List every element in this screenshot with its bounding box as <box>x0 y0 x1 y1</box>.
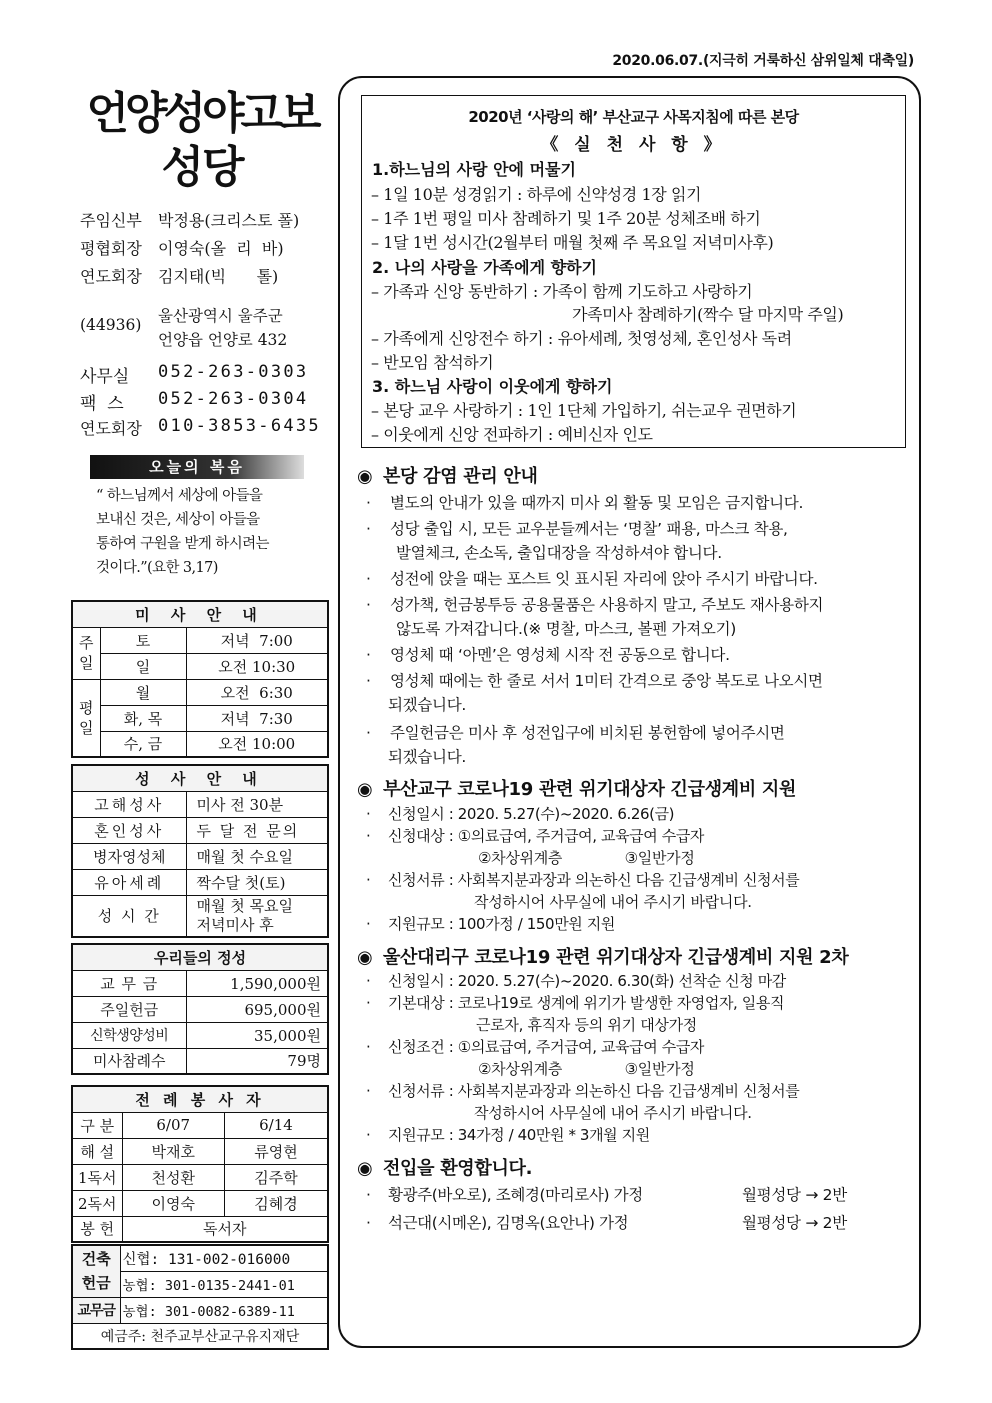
contact-value: 010-3853-6435 <box>158 416 321 436</box>
practice-item: – 이웃에게 신앙 전파하기 : 예비신자 인도 <box>371 425 653 444</box>
contact-value: 052-263-0304 <box>158 389 309 409</box>
contact-row <box>80 389 324 414</box>
list-item: · 주일헌금은 미사 후 성전입구에 비치된 봉헌함에 넣어주시면 <box>366 724 785 742</box>
ministry-person: 류영현 <box>224 1138 328 1164</box>
list-item: · 성당 출입 시, 모든 교우분들께서는 ‘명찰’ 패용, 마스크 착용, <box>366 520 788 538</box>
mass-time: 오전 6:30 <box>186 679 328 705</box>
bulletin-date: 2020.06.07.(지극히 거룩하신 삼위일체 대축일) <box>612 53 914 69</box>
sacrament-info: 저녁미사 후 <box>196 915 274 934</box>
practice-item: – 가족과 신앙 동반하기 : 가족이 함께 기도하고 사랑하기 <box>371 282 753 301</box>
contact-row <box>80 362 324 387</box>
mass-group-label: 주일 <box>72 627 100 679</box>
practice-item: – 1달 1번 성시간(2월부터 매월 첫째 주 목요일 저녁미사후) <box>371 233 774 252</box>
ministry-header: 구 분 <box>72 1112 122 1138</box>
bullet-circle-icon: ◉ <box>357 1158 373 1179</box>
list-item-cont: 근로자, 휴직자 등의 위기 대상가정 <box>476 1016 698 1034</box>
ministry-person: 김주학 <box>224 1164 328 1190</box>
parish-name: 언양성야고보 <box>86 88 318 139</box>
list-item: · 별도의 안내가 있을 때까지 미사 외 활동 및 모임은 금지합니다. <box>366 494 804 512</box>
list-item-cont: 작성하시어 사무실에 내어 주시기 바랍니다. <box>474 1104 752 1122</box>
staff-row <box>80 236 324 259</box>
ministry-role: 1독서 <box>72 1164 122 1190</box>
mass-group-label: 평일 <box>72 679 100 757</box>
offering-amount: 695,000원 <box>186 996 328 1022</box>
offering-table <box>71 943 329 1075</box>
staff-row <box>80 264 324 287</box>
section-ulsan-support <box>357 943 848 969</box>
sacrament-name: 병자영성체 <box>72 843 186 869</box>
contact-label: 연도회장 <box>80 419 142 438</box>
practice-item: 가족미사 참례하기(짝수 달 마지막 주일) <box>572 305 844 324</box>
offering-amount: 1,590,000원 <box>186 970 328 996</box>
account-number: 농협: 301-0082-6389-11 <box>120 1297 328 1323</box>
list-item: · 신청대상 : ①의료급여, 주거급여, 교육급여 수급자 <box>366 827 705 845</box>
list-item: · 신청조건 : ①의료급여, 주거급여, 교육급여 수급자 <box>366 1038 705 1056</box>
sacrament-name: 성 시 간 <box>72 895 186 937</box>
liturgy-ministers-table <box>71 1085 329 1243</box>
gospel-line: 통하여 구원을 받게 하시려는 <box>96 536 269 552</box>
mass-day: 화, 목 <box>100 705 186 731</box>
sacrament-name: 혼인성사 <box>72 817 186 843</box>
list-item-cont: ②차상위계층 ③일반가정 <box>478 1060 695 1078</box>
gospel-line: “ 하느님께서 세상에 아들을 <box>96 488 263 504</box>
list-item: · 기본대상 : 코로나19로 생계에 위기가 발생한 자영업자, 일용직 <box>366 994 785 1012</box>
ministry-role: 해 설 <box>72 1138 122 1164</box>
sacrament-info: 매월 첫 수요일 <box>186 843 328 869</box>
parish-name-suffix: 성당 <box>161 142 243 193</box>
building-fund-label: 건축헌금 <box>72 1245 120 1297</box>
mass-day: 수, 금 <box>100 731 186 757</box>
offering-amount: 35,000원 <box>186 1022 328 1048</box>
practice-section-head: 3. 하느님 사랑이 이웃에게 향하기 <box>372 377 613 396</box>
sacrament-table <box>71 764 329 938</box>
list-item-cont: 작성하시어 사무실에 내어 주시기 바랍니다. <box>474 893 752 911</box>
practice-item: – 본당 교우 사랑하기 : 1인 1단체 가입하기, 쉬는교우 권면하기 <box>371 401 797 420</box>
list-item-cont: 않도록 가져갑니다.(※ 명찰, 마스크, 볼펜 가져오기) <box>396 620 736 638</box>
practice-item: – 반모임 참석하기 <box>371 353 494 372</box>
list-item: · 신청서류 : 사회복지분과장과 의논하신 다음 긴급생계비 신청서를 <box>366 1082 800 1100</box>
section-welcome <box>357 1154 532 1180</box>
sacrament-name: 유아세례 <box>72 869 186 895</box>
bullet-circle-icon: ◉ <box>357 947 373 968</box>
practice-item: – 가족에게 신앙전수 하기 : 유아세례, 첫영성체, 혼인성사 독려 <box>371 329 792 348</box>
staff-row <box>80 208 324 231</box>
practice-section-head: 1.하느님의 사랑 안에 머물기 <box>372 160 576 179</box>
contact-label: 팩 스 <box>80 394 124 414</box>
staff-name: 이영숙(올 리 바) <box>158 239 284 258</box>
address-zip: (44936) <box>80 316 142 334</box>
mass-day: 토 <box>100 627 186 653</box>
ministry-role: 2독서 <box>72 1190 122 1216</box>
section-heading: 본당 감염 관리 안내 <box>382 466 538 487</box>
bank-accounts-table <box>71 1244 329 1350</box>
address-block <box>80 304 324 352</box>
sacrament-info: 두 달 전 문의 <box>186 817 328 843</box>
staff-role: 주임신부 <box>80 211 142 230</box>
practice-item: – 1주 1번 평일 미사 참례하기 및 1주 20분 성체조배 하기 <box>371 209 761 228</box>
mass-time: 저녁 7:00 <box>186 627 328 653</box>
account-holder: 예금주: 천주교부산교구유지재단 <box>72 1323 328 1349</box>
offering-name: 미사참례수 <box>72 1048 186 1074</box>
mass-day: 일 <box>100 653 186 679</box>
tithe-label: 교무금 <box>72 1297 120 1323</box>
gospel-text <box>96 484 306 580</box>
practice-subtitle: 《 실 천 사 항 》 <box>541 135 726 155</box>
contact-row <box>80 416 324 439</box>
list-item-move: 월평성당 → 2반 <box>742 1214 847 1232</box>
list-item-move: 월평성당 → 2반 <box>742 1186 847 1204</box>
section-heading: 울산대리구 코로나19 관련 위기대상자 긴급생계비 지원 2차 <box>382 947 849 968</box>
list-item-cont: 되겠습니다. <box>388 696 466 714</box>
sacrament-info: 짝수달 첫(토) <box>186 869 328 895</box>
ministry-header: 6/07 <box>122 1112 224 1138</box>
list-item-cont: 되겠습니다. <box>388 748 466 766</box>
offering-name: 교 무 금 <box>72 970 186 996</box>
ministry-person: 천성환 <box>122 1164 224 1190</box>
address-line: 언양읍 언양로 432 <box>158 331 288 349</box>
gospel-line: 것이다.”(요한 3,17) <box>96 560 218 576</box>
list-item: · 영성체 때 ‘아멘’은 영성체 시작 전 공동으로 합니다. <box>366 646 730 664</box>
staff-name: 김지태(빅 톨) <box>158 267 279 286</box>
mass-time: 오전 10:30 <box>186 653 328 679</box>
list-item-cont: 발열체크, 손소독, 출입대장을 작성하셔야 합니다. <box>396 544 722 562</box>
account-number: 농협: 301-0135-2441-01 <box>120 1271 328 1297</box>
ministry-person: 이영숙 <box>122 1190 224 1216</box>
bullet-circle-icon: ◉ <box>357 779 373 800</box>
staff-role: 평협회장 <box>80 239 142 258</box>
sacrament-info: 매월 첫 목요일 <box>196 896 293 915</box>
mass-day: 월 <box>100 679 186 705</box>
mass-schedule-table <box>71 600 329 758</box>
list-item: · 신청일시 : 2020. 5.27(수)~2020. 6.26(금) <box>366 805 675 823</box>
list-item: · 신청서류 : 사회복지분과장과 의논하신 다음 긴급생계비 신청서를 <box>366 871 800 889</box>
account-number: 신협: 131-002-016000 <box>120 1245 328 1271</box>
list-item-cont: ②차상위계층 ③일반가정 <box>478 849 695 867</box>
offering-amount: 79명 <box>186 1048 328 1074</box>
contact-label: 사무실 <box>80 367 130 387</box>
list-item: · 영성체 때에는 한 줄로 서서 1미터 간격으로 중앙 복도로 나오시면 <box>366 672 823 690</box>
gospel-header: 오늘의 복음 <box>90 455 304 479</box>
section-heading: 부산교구 코로나19 관련 위기대상자 긴급생계비 지원 <box>382 779 797 800</box>
offering-name: 신학생양성비 <box>72 1022 186 1048</box>
list-item: · 성전에 앉을 때는 포스트 잇 표시된 자리에 앉아 주시기 바랍니다. <box>366 570 818 588</box>
gospel-line: 보내신 것은, 세상이 아들을 <box>96 512 260 528</box>
table-title: 미 사 안 내 <box>72 601 328 627</box>
sacrament-info: 미사 전 30분 <box>186 791 328 817</box>
staff-role: 연도회장 <box>80 267 142 286</box>
list-item: · 성가책, 헌금봉투등 공용물품은 사용하지 말고, 주보도 재사용하지 <box>366 596 824 614</box>
address-line: 울산광역시 울주군 <box>158 307 283 325</box>
offering-name: 주일헌금 <box>72 996 186 1022</box>
table-title: 성 사 안 내 <box>72 765 328 791</box>
section-busan-support <box>357 775 796 801</box>
bullet-circle-icon: ◉ <box>357 466 373 487</box>
list-item: · 지원규모 : 34가정 / 40만원 * 3개월 지원 <box>366 1126 650 1144</box>
mass-time: 저녁 7:30 <box>186 705 328 731</box>
ministry-header: 6/14 <box>224 1112 328 1138</box>
table-title: 전 례 봉 사 자 <box>72 1086 328 1112</box>
list-item: · 지원규모 : 100가정 / 150만원 지원 <box>366 915 615 933</box>
table-title: 우리들의 정성 <box>72 944 328 970</box>
contact-value: 052-263-0303 <box>158 362 309 382</box>
ministry-role: 봉 헌 <box>72 1216 122 1242</box>
ministry-person: 김혜경 <box>224 1190 328 1216</box>
mass-time: 오전 10:00 <box>186 731 328 757</box>
section-infection-control <box>357 462 538 488</box>
practice-title: 2020년 ‘사랑의 해’ 부산교구 사목지침에 따른 본당 <box>468 108 799 126</box>
practice-section-head: 2. 나의 사랑을 가족에게 향하기 <box>372 258 597 277</box>
section-heading: 전입을 환영합니다. <box>382 1158 533 1179</box>
sacrament-name: 고해성사 <box>72 791 186 817</box>
list-item: · 황광주(바오로), 조혜경(마리로사) 가정 <box>366 1186 643 1204</box>
ministry-person: 박재호 <box>122 1138 224 1164</box>
list-item: · 신청일시 : 2020. 5.27(수)~2020. 6.30(화) 선착순 신청 마감 <box>366 972 786 990</box>
staff-name: 박정용(크리스토 폴) <box>158 211 300 230</box>
list-item: · 석근대(시메온), 김명옥(요안나) 가정 <box>366 1214 629 1232</box>
practice-item: – 1일 10분 성경읽기 : 하루에 신약성경 1장 읽기 <box>371 185 702 204</box>
ministry-person: 독서자 <box>122 1216 328 1242</box>
